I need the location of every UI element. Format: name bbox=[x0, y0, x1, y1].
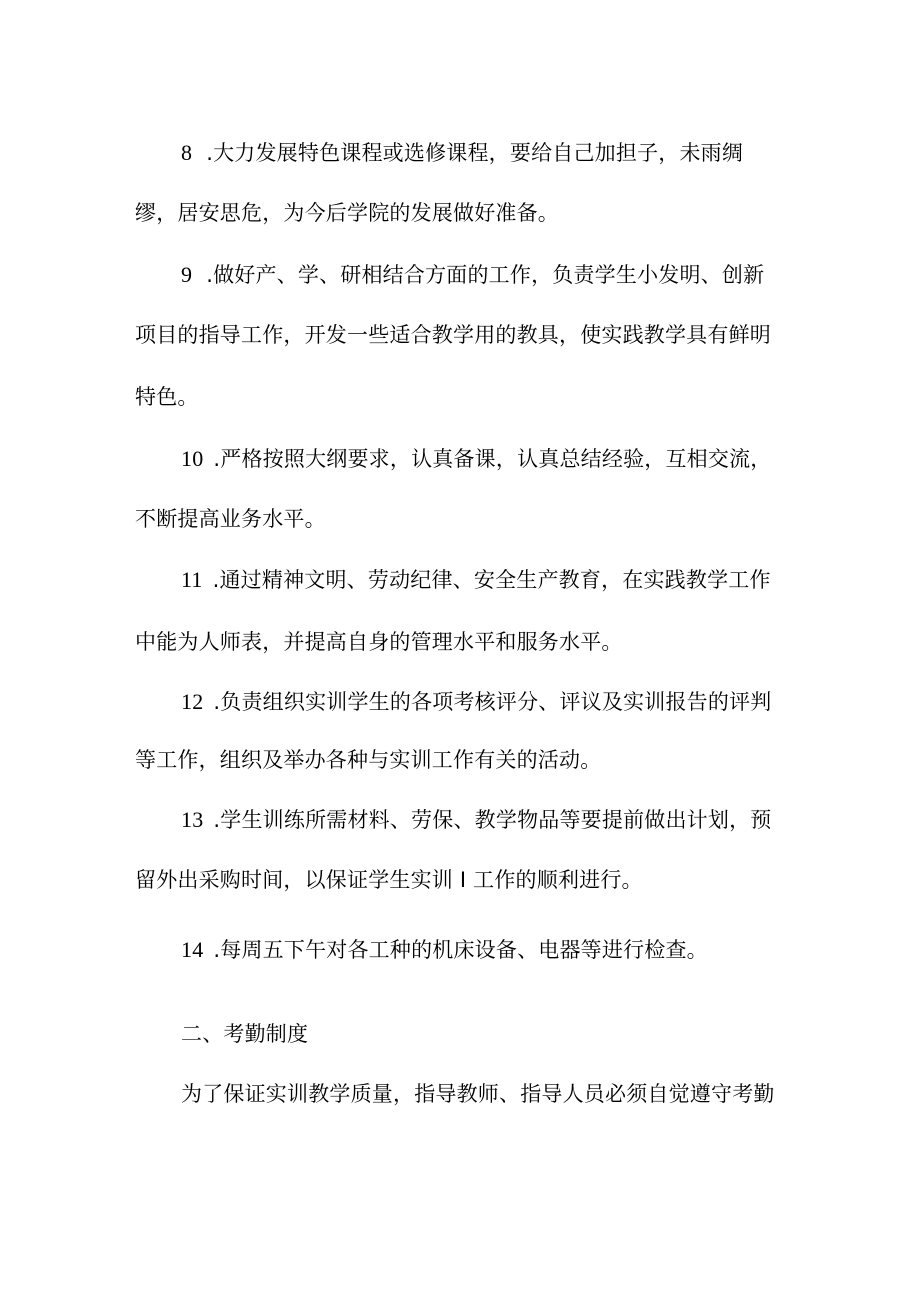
list-item-text: .大力发展特色课程或选修课程，要给自己加担子，未雨绸 bbox=[206, 141, 744, 165]
list-item-number: 8 bbox=[181, 140, 193, 165]
list-item-13-line-2 bbox=[135, 866, 643, 894]
list-item-number: 9 bbox=[181, 262, 193, 287]
list-item-text: .每周五下午对各工种的机床设备、电器等进行检查。 bbox=[213, 938, 708, 962]
list-item-14-line-1 bbox=[181, 936, 708, 964]
list-item-10-line-2 bbox=[135, 505, 326, 533]
list-item-12-line-2 bbox=[135, 746, 601, 774]
list-item-text: 留外出采购时间，以保证学生实训 I 工作的顺利进行。 bbox=[135, 868, 643, 892]
list-item-text: .负责组织实训学生的各项考核评分、评议及实训报告的评判 bbox=[213, 690, 772, 714]
list-item-text: .学生训练所需材料、劳保、教学物品等要提前做出计划，预 bbox=[213, 808, 772, 832]
list-item-text: 项目的指导工作，开发一些适合教学用的教具，使实践教学具有鲜明 bbox=[135, 323, 771, 347]
list-item-text: .严格按照大纲要求，认真备课，认真总结经验，互相交流， bbox=[213, 447, 772, 471]
list-item-9-line-1 bbox=[181, 261, 764, 289]
list-item-text: .做好产、学、研相结合方面的工作，负责学生小发明、创新 bbox=[206, 263, 765, 287]
list-item-9-line-2 bbox=[135, 321, 771, 349]
list-item-text: 特色。 bbox=[135, 385, 199, 409]
list-item-10-line-1 bbox=[181, 445, 771, 473]
list-item-text: 缪，居安思危，为今后学院的发展做好准备。 bbox=[135, 201, 559, 225]
list-item-12-line-1 bbox=[181, 688, 771, 716]
list-item-8-line-2 bbox=[135, 199, 559, 227]
list-item-number: 10 bbox=[181, 446, 204, 471]
section-heading: 二、考勤制度 bbox=[181, 1022, 309, 1046]
list-item-text: 等工作，组织及举办各种与实训工作有关的活动。 bbox=[135, 748, 602, 772]
list-item-8-line-1 bbox=[181, 139, 743, 167]
list-item-number: 13 bbox=[181, 807, 204, 832]
list-item-9-line-3 bbox=[135, 383, 199, 411]
list-item-11-line-1 bbox=[181, 566, 771, 594]
list-item-text: 中能为人师表，并提高自身的管理水平和服务水平。 bbox=[135, 630, 623, 654]
list-item-13-line-1 bbox=[181, 806, 771, 834]
list-item-number: 11 bbox=[181, 567, 203, 592]
list-item-11-line-2 bbox=[135, 628, 623, 656]
list-item-text: 不断提高业务水平。 bbox=[135, 507, 326, 531]
closing-paragraph: 为了保证实训教学质量，指导教师、指导人员必须自觉遵守考勤 bbox=[181, 1082, 775, 1106]
list-item-number: 12 bbox=[181, 689, 204, 714]
list-item-text: .通过精神文明、劳动纪律、安全生产教育，在实践教学工作 bbox=[212, 568, 771, 592]
list-item-number: 14 bbox=[181, 937, 204, 962]
